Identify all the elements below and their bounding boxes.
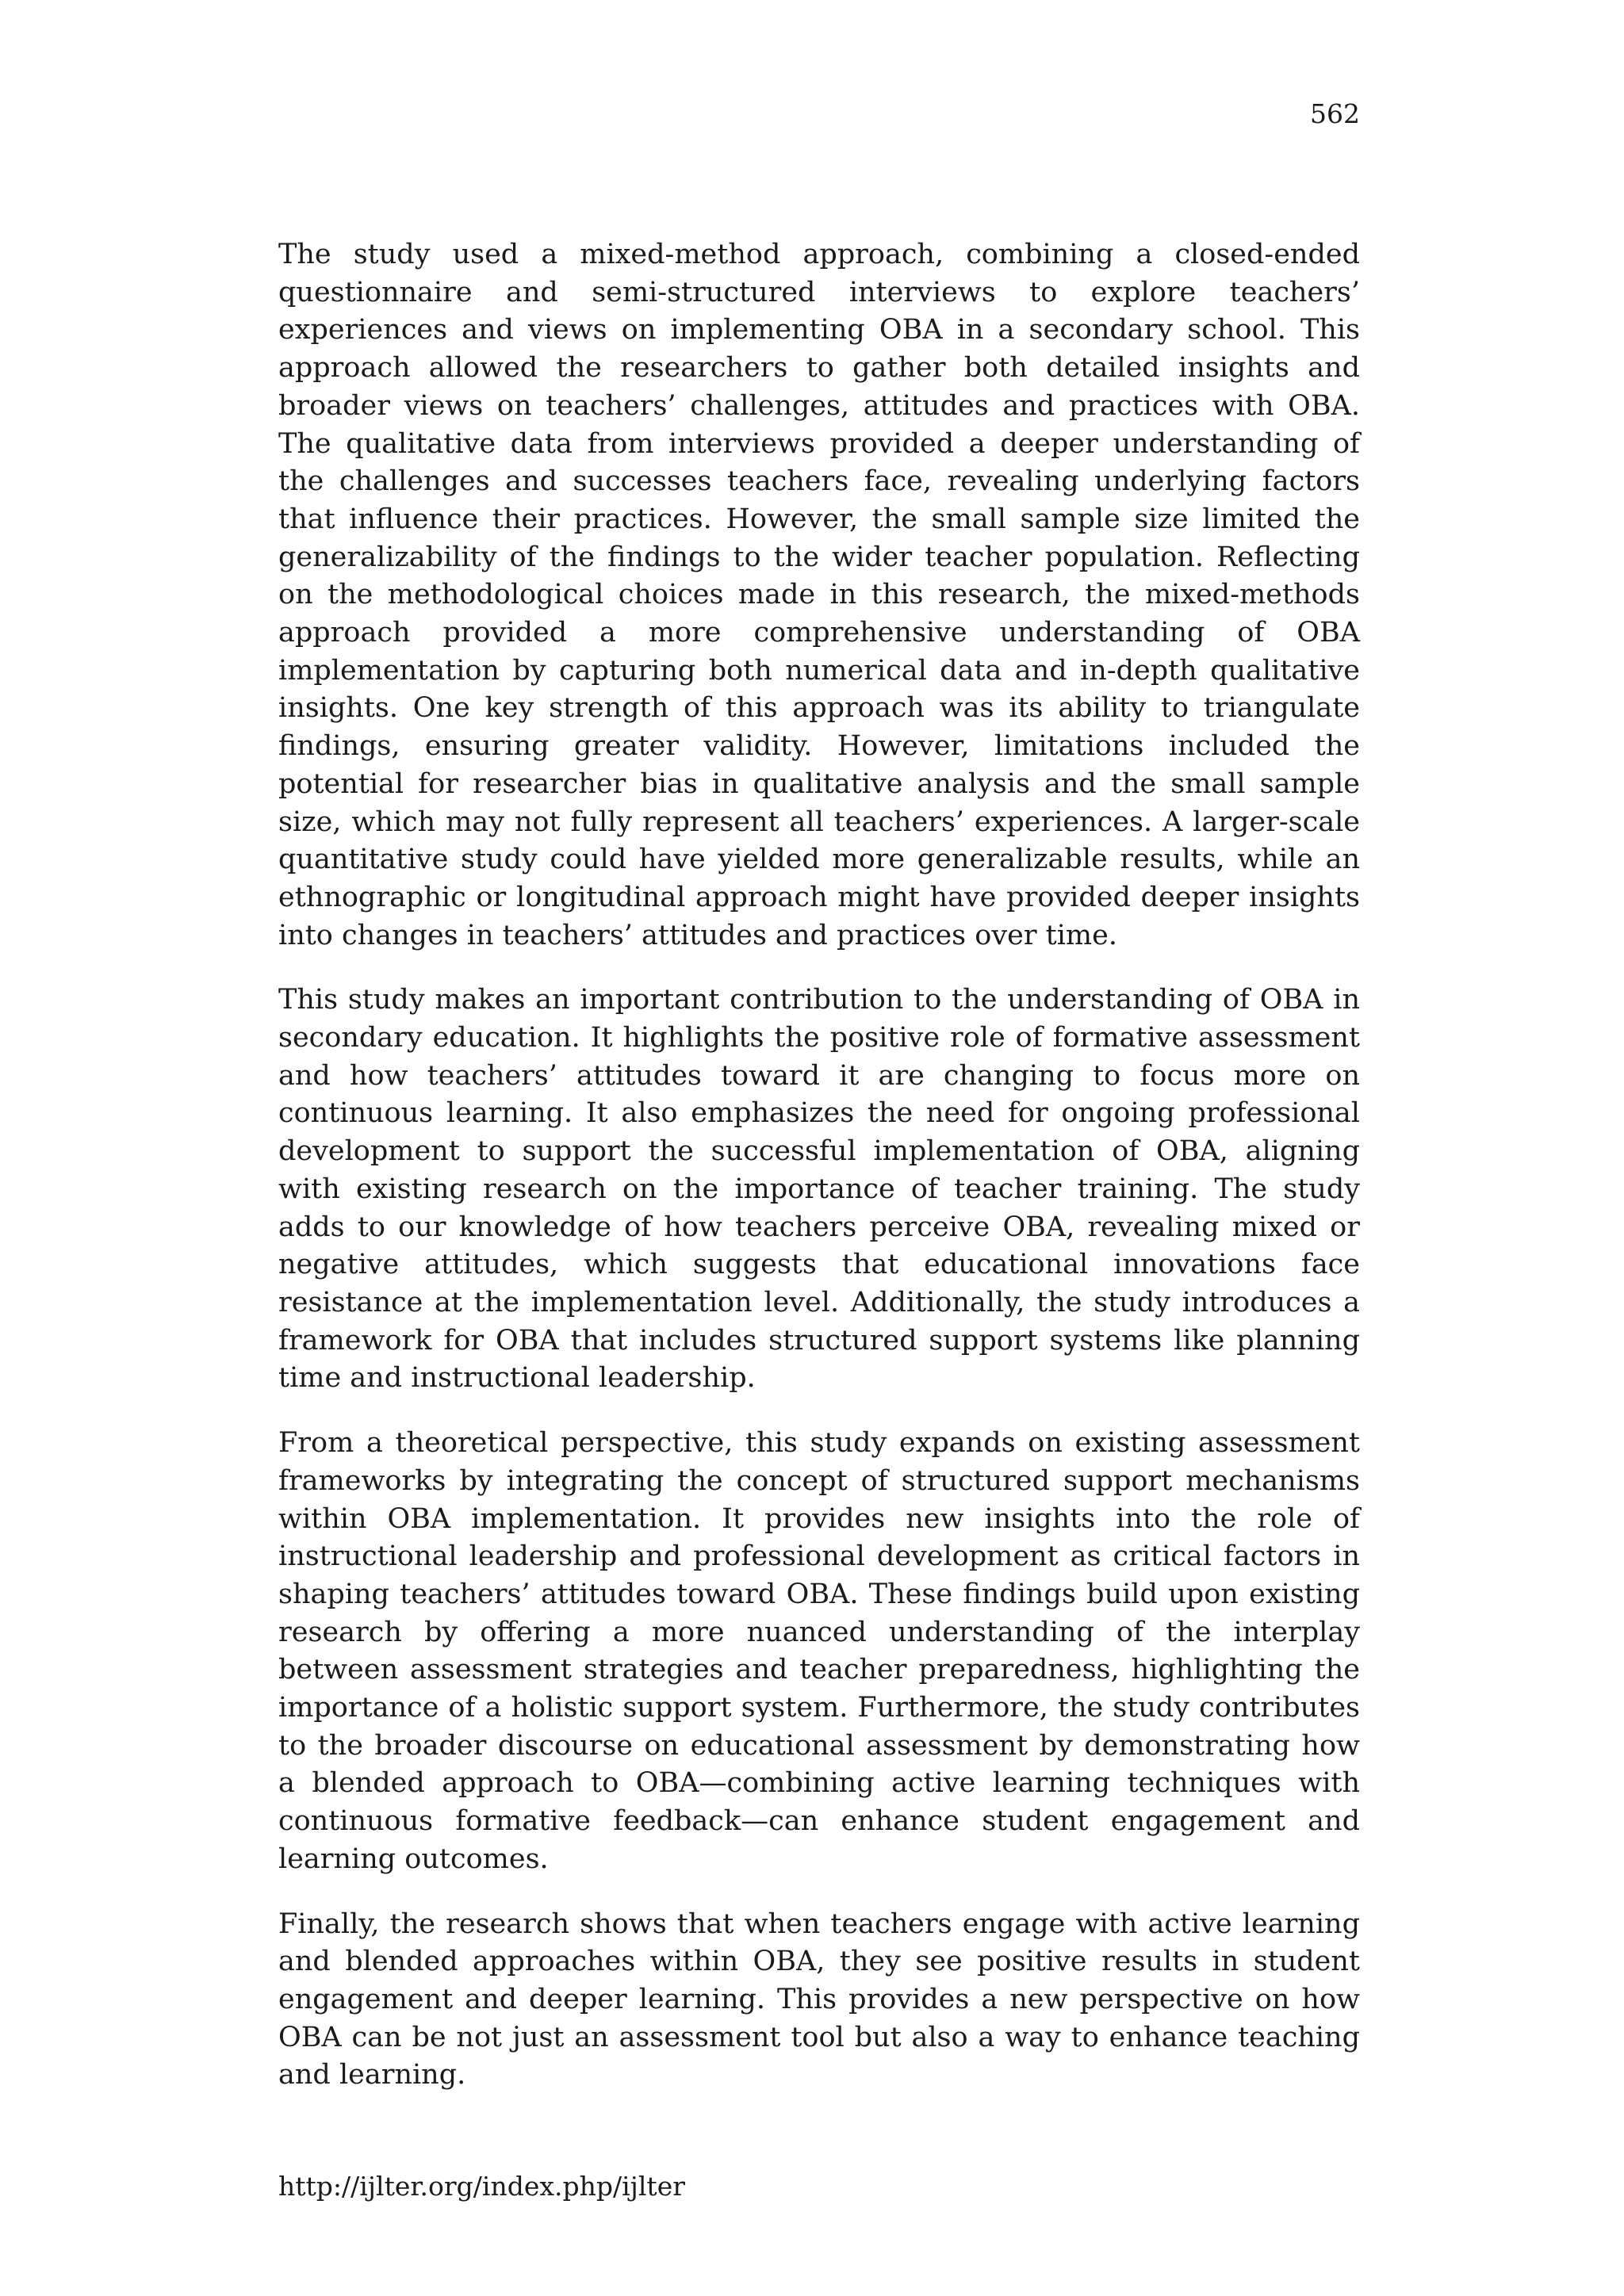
body-text	[278, 236, 1360, 2122]
paragraph-methodology: The study used a mixed-method approach, combining a closed-ended questionnaire and semi-structured interviews to explore teachers’ experiences and views on implementing OBA in a secondary school. This approach allowed the researchers to gather both detailed insights and broader views on teachers’ challenges, attitudes and practices with OBA. The qualitative data from interviews provided a deeper understanding of the challenges and successes teachers face, revealing underlying factors that influence their practices. However, the small sample size limited the generalizability of the findings to the wider teacher population. Reflecting on the methodological choices made in this research, the mixed-methods approach provided a more comprehensive understanding of OBA implementation by capturing both numerical data and in-depth qualitative insights. One key strength of this approach was its ability to triangulate findings, ensuring greater validity. However, limitations included the potential for researcher bias in qualitative analysis and the small sample size, which may not fully represent all teachers’ experiences. A larger-scale quantitative study could have yielded more generalizable results, while an ethnographic or longitudinal approach might have provided deeper insights into changes in teachers’ attitudes and practices over time.	[278, 239, 1360, 951]
footer-url: http://ijlter.org/index.php/ijlter	[278, 2171, 685, 2202]
paragraph-theoretical-perspective: From a theoretical perspective, this study expands on existing assessment frameworks by integrating the concept of structured support mechanisms within OBA implementation. It provides new insights into the role of instructional leadership and professional development as critical factors in shaping teachers’ attitudes toward OBA. These findings build upon existing research by offering a more nuanced understanding of the interplay between assessment strategies and teacher preparedness, highlighting the importance of a holistic support system. Furthermore, the study contributes to the broader discourse on educational assessment by demonstrating how a blended approach to OBA—combining active learning techniques with continuous formative feedback—can enhance student engagement and learning outcomes.	[278, 1427, 1360, 1875]
paragraph-contribution: This study makes an important contribution to the understanding of OBA in secondary education. It highlights the positive role of formative assessment and how teachers’ attitudes toward it are changing to focus more on continuous learning. It also emphasizes the need for ongoing professional development to support the successful implementation of OBA, aligning with existing research on the importance of teacher training. The study adds to our knowledge of how teachers perceive OBA, revealing mixed or negative attitudes, which suggests that educational innovations face resistance at the implementation level. Additionally, the study introduces a framework for OBA that includes structured support systems like planning time and instructional leadership.	[278, 984, 1360, 1395]
page-number: 562	[1310, 98, 1360, 129]
paragraph-conclusion: Finally, the research shows that when teachers engage with active learning and blended approaches within OBA, they see positive results in student engagement and deeper learning. This provides a new perspective on how OBA can be not just an assessment tool but also a way to enhance teaching and learning.	[278, 1908, 1360, 2091]
